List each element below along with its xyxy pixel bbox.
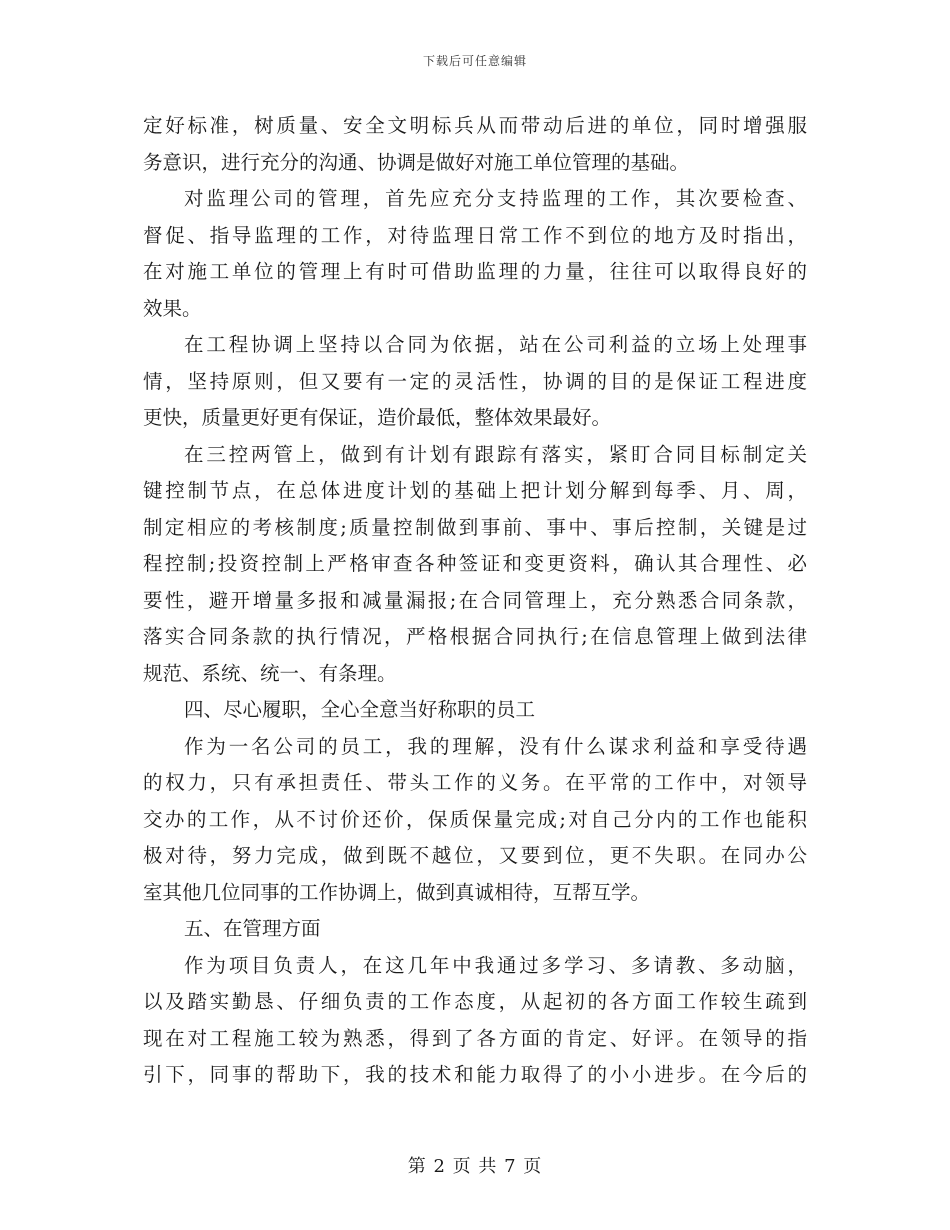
- page-header: 下载后可任意编辑: [422, 54, 527, 68]
- text-line: 在工程协调上坚持以合同为依据，站在公司利益的立场上处理事: [184, 333, 807, 356]
- text-line: 在对施工单位的管理上有时可借助监理的力量，往往可以取得良好的: [143, 260, 807, 283]
- text-line: 室其他几位同事的工作协调上，做到真诚相待，互帮互学。: [143, 880, 651, 904]
- text-line: 的权力，只有承担责任、带头工作的义务。在平常的工作中，对领导: [143, 771, 807, 794]
- text-line: 极对待，努力完成，做到既不越位，又要到位，更不失职。在同办公: [143, 844, 807, 867]
- text-line: 键控制节点，在总体进度计划的基础上把计划分解到每季、月、周，: [143, 479, 807, 502]
- text-line: 引下，同事的帮助下，我的技术和能力取得了的小小进步。在今后的: [143, 1063, 807, 1086]
- text-line: 落实合同条款的执行情况，严格根据合同执行;在信息管理上做到法律: [143, 625, 807, 648]
- page-number: 第 2 页 共 7 页: [407, 1156, 543, 1177]
- text-line: 定好标准，树质量、安全文明标兵从而带动后进的单位，同时增强服: [143, 114, 807, 137]
- text-line: 程控制;投资控制上严格审查各种签证和变更资料，确认其合理性、必: [143, 552, 807, 575]
- text-line: 在三控两管上，做到有计划有跟踪有落实，紧盯合同目标制定关: [184, 442, 807, 466]
- text-line: 更快，质量更好更有保证，造价最低，整体效果最好。: [143, 406, 612, 429]
- text-line: 交办的工作，从不讨价还价，保质保量完成;对自己分内的工作也能积: [143, 807, 807, 831]
- text-line: 现在对工程施工较为熟悉，得到了各方面的肯定、好评。在领导的指: [143, 1026, 807, 1050]
- text-line: 务意识，进行充分的沟通、协调是做好对施工单位管理的基础。: [143, 150, 690, 174]
- text-line: 四、尽心履职，全心全意当好称职的员工: [184, 698, 536, 721]
- text-line: 要性，避开增量多报和减量漏报;在合同管理上，充分熟悉合同条款，: [143, 588, 807, 612]
- text-line: 五、在管理方面: [184, 917, 321, 940]
- text-line: 作为项目负责人，在这几年中我通过多学习、多请教、多动脑，: [184, 953, 807, 977]
- text-line: 督促、指导监理的工作，对待监理日常工作不到位的地方及时指出，: [143, 223, 807, 247]
- text-line: 效果。: [143, 296, 202, 320]
- text-line: 以及踏实勤恳、仔细负责的工作态度，从起初的各方面工作较生疏到: [143, 990, 807, 1013]
- document-body: [143, 108, 807, 1094]
- text-line: 规范、系统、统一、有条理。: [143, 661, 397, 685]
- text-line: 对监理公司的管理，首先应充分支持监理的工作，其次要检查、: [184, 187, 807, 210]
- text-line: 制定相应的考核制度;质量控制做到事前、事中、事后控制，关键是过: [143, 515, 807, 539]
- text-line: 作为一名公司的员工，我的理解，没有什么谋求利益和享受待遇: [184, 734, 807, 758]
- text-line: 情，坚持原则，但又要有一定的灵活性，协调的目的是保证工程进度: [143, 369, 807, 393]
